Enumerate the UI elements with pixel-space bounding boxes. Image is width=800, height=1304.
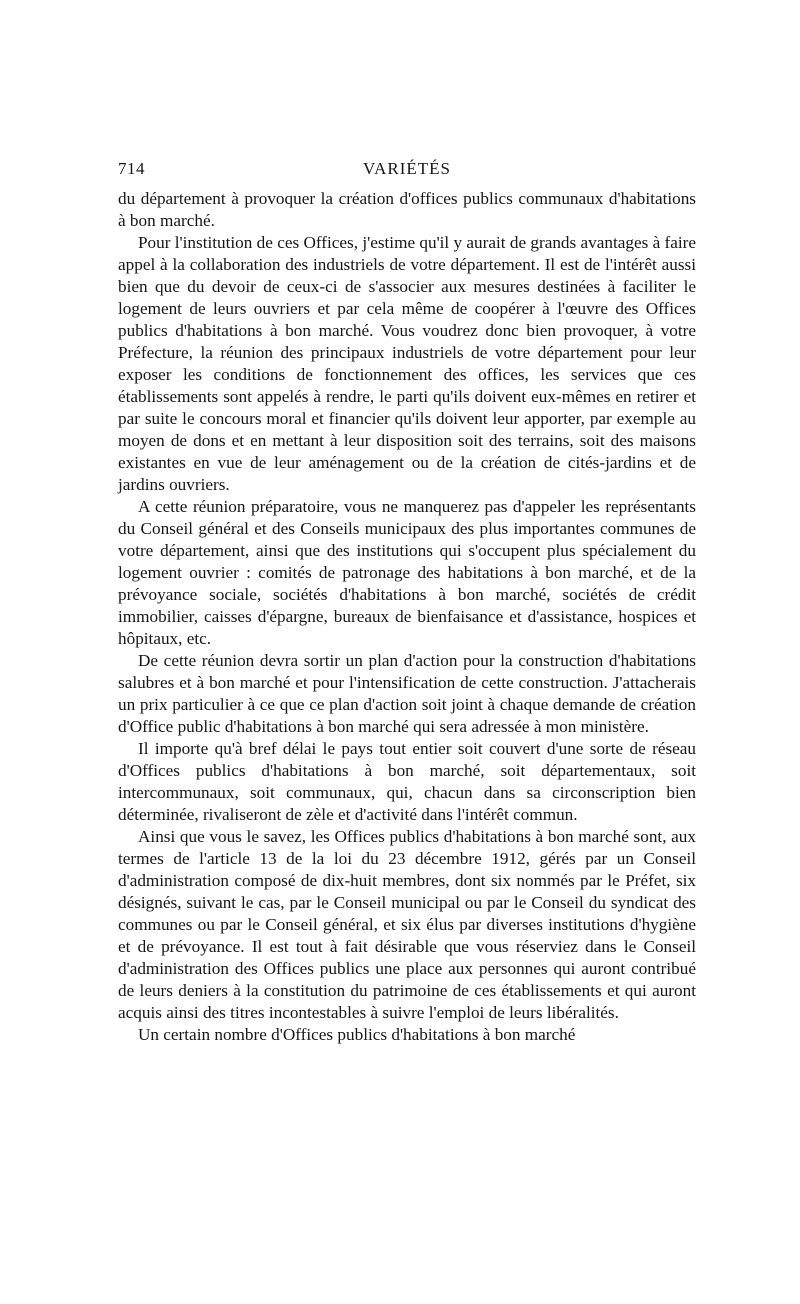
page-number: 714 bbox=[118, 159, 145, 178]
paragraph-industriels: Pour l'institution de ces Offices, j'estime qu'il y aurait de grands avantages à faire appel à la collaboration des industriels de votre département. Il est de l'intérêt aussi bien que du devoir de ceux-ci de s'associer aux mesures destinées à faciliter le logement de leurs ouvriers et par cela même de coopérer à l'œuvre des Offices publics d'habitations à bon marché. Vous voudrez donc bien provoquer, à votre Préfecture, la réunion des principaux industriels de votre département pour leur exposer les conditions de fonctionnement des offices, les services que ces établissements sont appelés à rendre, le parti qu'ils doivent eux-mêmes en retirer et par suite le concours moral et financier qu'ils doivent leur apporter, par exemple au moyen de dons et en mettant à leur disposition soit des terrains, soit des maisons existantes en vue de leur aménagement ou de la création de cités-jardins et de jardins ouvriers. bbox=[118, 233, 696, 494]
paragraph-reunion-preparatoire: A cette réunion préparatoire, vous ne manquerez pas d'appeler les représentants du Conseil général et des Conseils municipaux des plus importantes communes de votre département, ainsi que des institutions qui s'occupent plus spécialement du logement ouvrier : comités de patronage des habitations à bon marché, et de la prévoyance sociale, sociétés d'habitations à bon marché, sociétés de crédit immobilier, caisses d'épargne, bureaux de bienfaisance et d'assistance, hospices et hôpitaux, etc. bbox=[118, 497, 696, 648]
paragraph-conseil-administration: Ainsi que vous le savez, les Offices publics d'habitations à bon marché sont, aux termes de l'article 13 de la loi du 23 décembre 1912, gérés par un Conseil d'administration composé de dix-huit membres, dont six nommés par le Préfet, six désignés, suivant le cas, par le Conseil municipal ou par le Conseil du syndicat des communes ou par le Conseil général, et six élus par diverses institutions d'hygiène et de prévoyance. Il est tout à fait désirable que vous réserviez dans le Conseil d'administration des Offices publics une place aux personnes qui auront contribué de leurs deniers à la constitution du patrimoine de ces établissements et qui auront acquis ainsi des titres incontestables à suivre l'emploi de leurs libéralités. bbox=[118, 827, 696, 1022]
running-head bbox=[118, 157, 696, 181]
paragraph-continuation: du département à provoquer la création d'offices publics communaux d'habitations à bon marché. bbox=[118, 189, 696, 230]
body-text bbox=[118, 188, 696, 1046]
paragraph-final: Un certain nombre d'Offices publics d'habitations à bon marché bbox=[138, 1025, 576, 1044]
running-title: VARIÉTÉS bbox=[363, 159, 451, 178]
paragraph-reseau-offices: Il importe qu'à bref délai le pays tout entier soit couvert d'une sorte de réseau d'Offices publics d'habitations à bon marché, soit départementaux, soit intercommunaux, soit communaux, qui, chacun dans sa circonscription bien déterminée, rivaliseront de zèle et d'activité dans l'intérêt commun. bbox=[118, 739, 696, 824]
paragraph-plan-action: De cette réunion devra sortir un plan d'action pour la construction d'habitations salubres et à bon marché et pour l'intensification de cette construction. J'attacherais un prix particulier à ce que ce plan d'action soit joint à chaque demande de création d'Office public d'habitations à bon marché qui sera adressée à mon ministère. bbox=[118, 651, 696, 736]
